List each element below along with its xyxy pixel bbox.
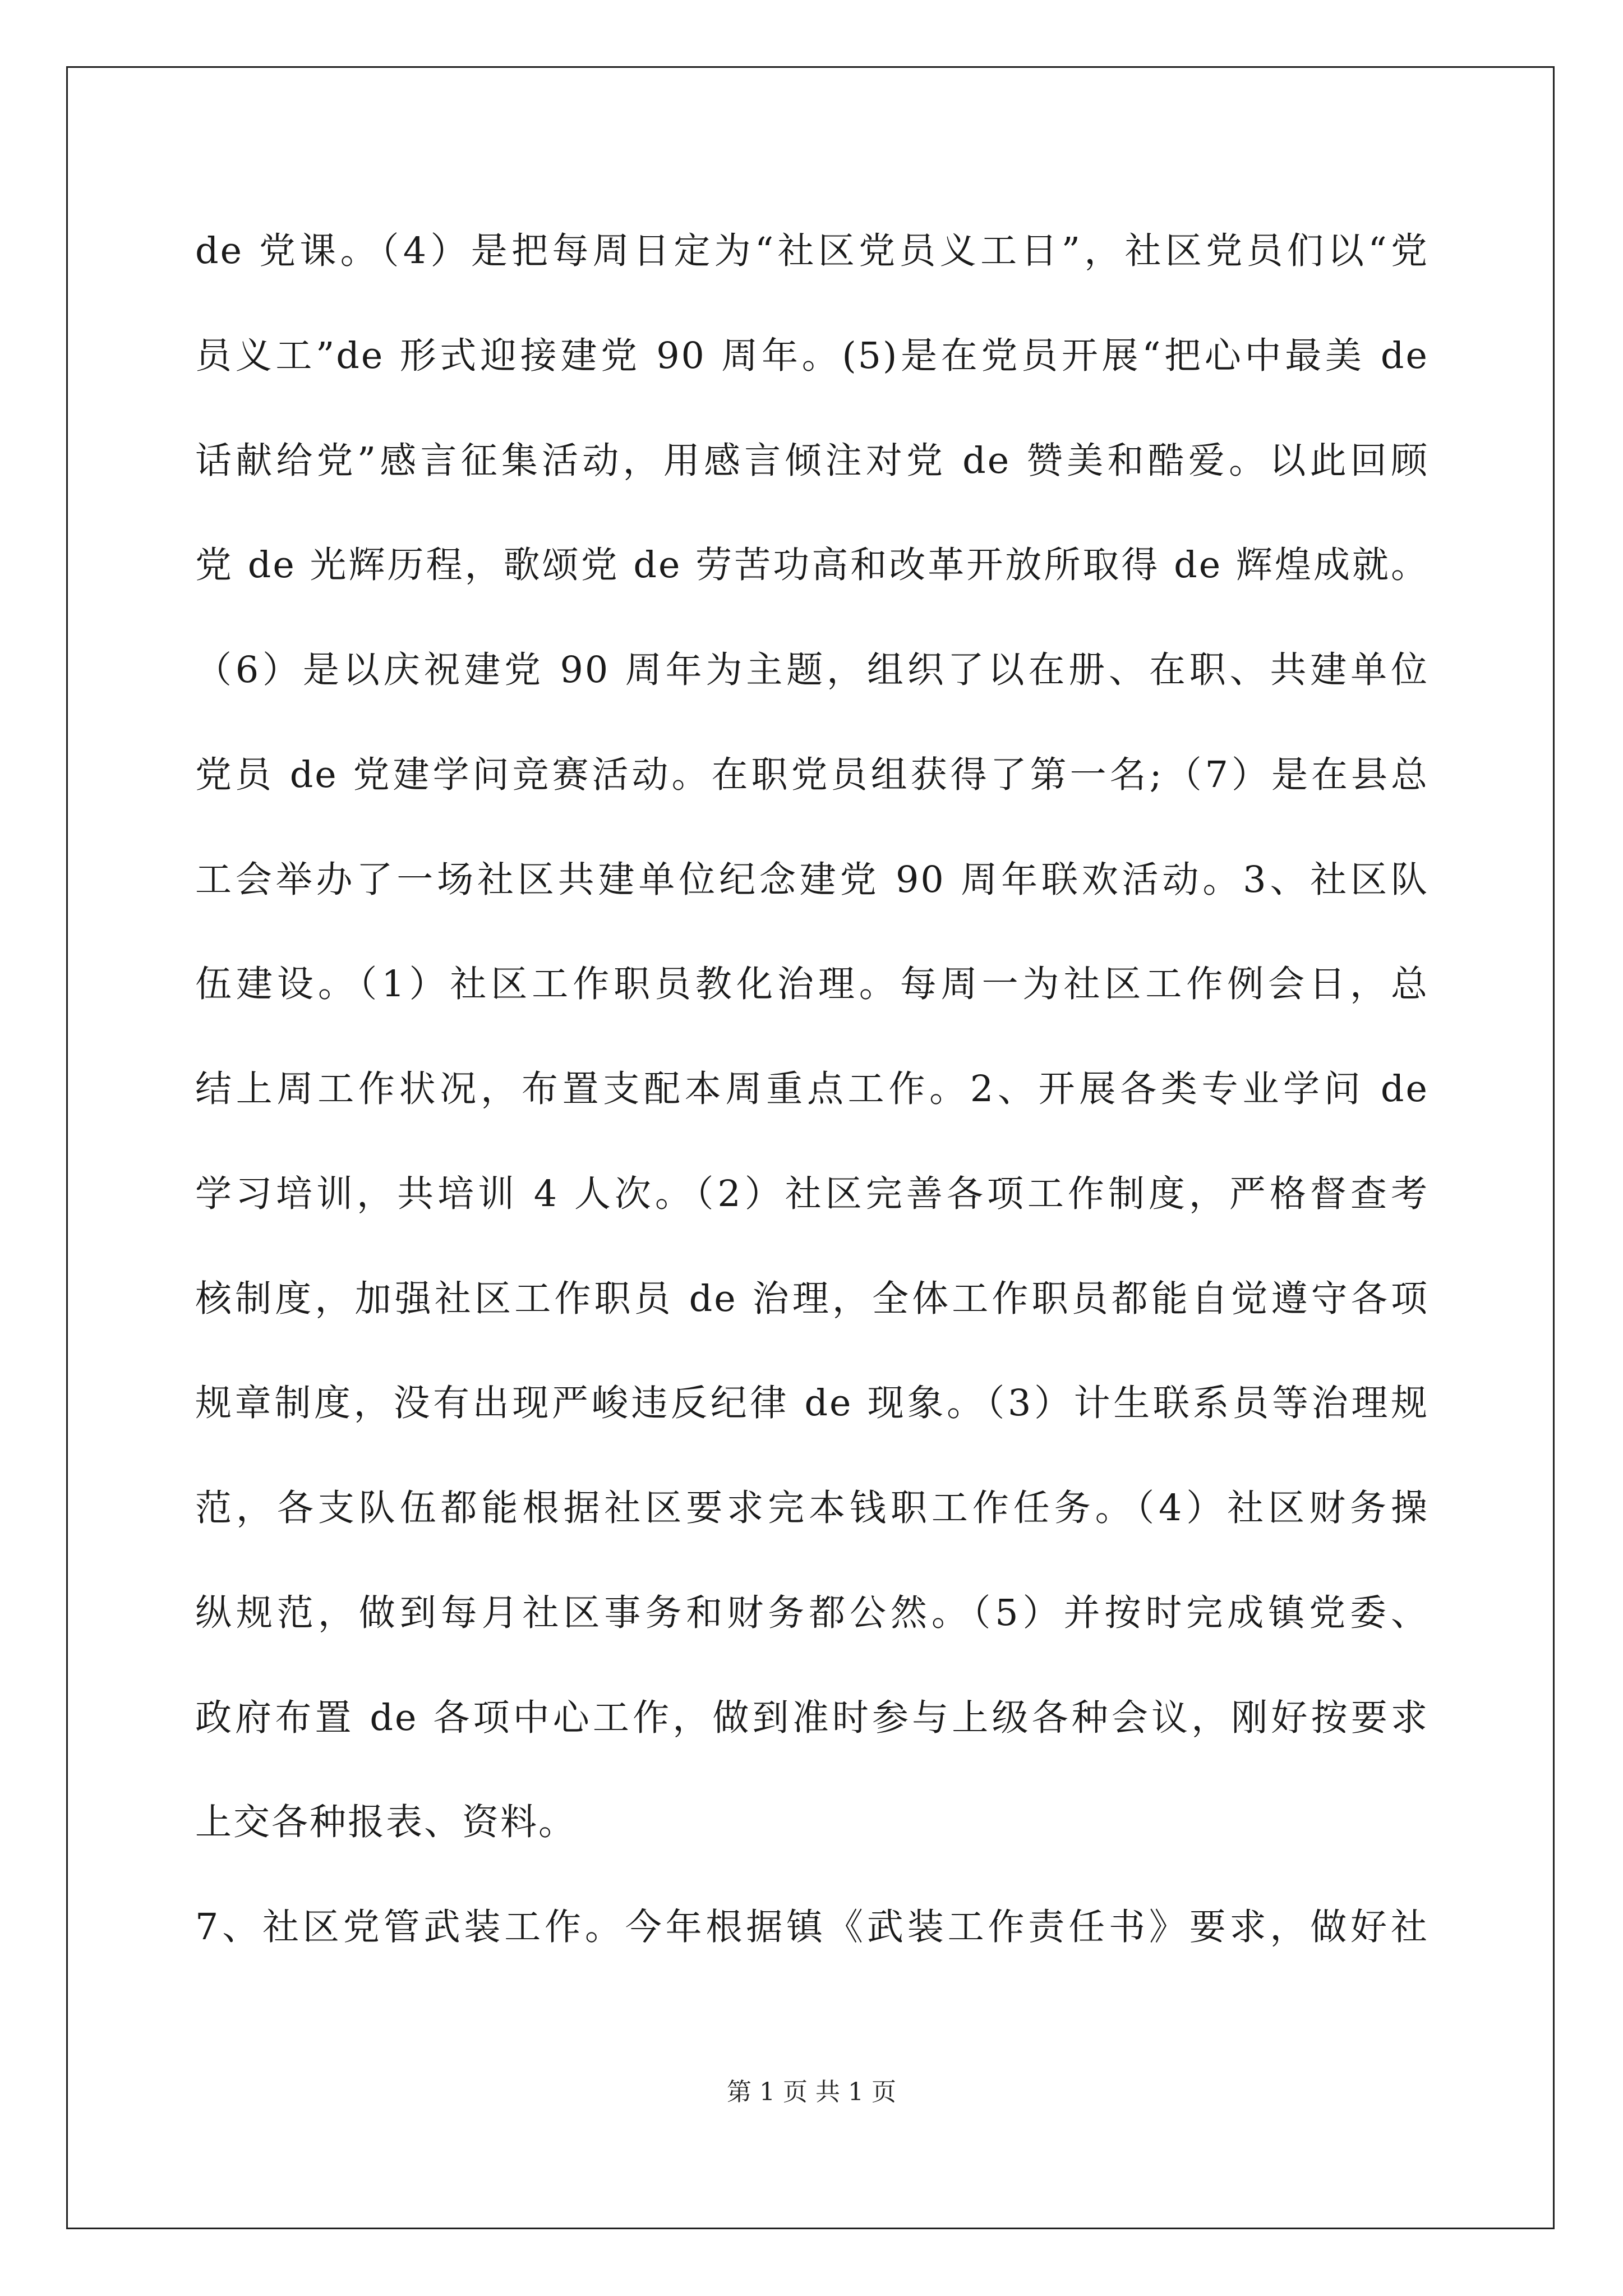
body-line: 工会举办了一场社区共建单位纪念建党 90 周年联欢活动。3、社区队 bbox=[195, 859, 1429, 901]
body-line: （6）是以庆祝建党 90 周年为主题，组织了以在册、在职、共建单位 bbox=[195, 649, 1429, 691]
body-line: 员义工”de 形式迎接建党 90 周年。(5)是在党员开展“把心中最美 de bbox=[195, 335, 1429, 377]
body-line: 话献给党”感言征集活动，用感言倾注对党 de 赞美和酷爱。以此回顾 bbox=[195, 440, 1429, 482]
body-line: 上交各种报表、资料。 bbox=[195, 1801, 577, 1843]
body-line: 党 de 光辉历程，歌颂党 de 劳苦功高和改革开放所取得 de 辉煌成就。 bbox=[195, 544, 1429, 586]
body-line: 结上周工作状况，布置支配本周重点工作。2、开展各类专业学问 de bbox=[195, 1068, 1429, 1110]
body-line: 政府布置 de 各项中心工作，做到准时参与上级各种会议，刚好按要求 bbox=[195, 1697, 1429, 1739]
page-footer: 第 1 页 共 1 页 bbox=[727, 2078, 896, 2106]
body-line: 伍建设。（1）社区工作职员教化治理。每周一为社区工作例会日，总 bbox=[195, 963, 1429, 1005]
body-line: 核制度，加强社区工作职员 de 治理，全体工作职员都能自觉遵守各项 bbox=[195, 1278, 1429, 1320]
body-line: 学习培训，共培训 4 人次。（2）社区完善各项工作制度，严格督查考 bbox=[195, 1173, 1429, 1215]
body-line: 纵规范，做到每月社区事务和财务都公然。（5）并按时完成镇党委、 bbox=[195, 1592, 1429, 1634]
body-line: 7、社区党管武装工作。今年根据镇《武装工作责任书》要求，做好社 bbox=[195, 1906, 1429, 1948]
body-line: 党员 de 党建学问竞赛活动。在职党员组获得了第一名;（7）是在县总 bbox=[195, 754, 1429, 796]
body-line: 范，各支队伍都能根据社区要求完本钱职工作任务。（4）社区财务操 bbox=[195, 1487, 1429, 1529]
body-line: de 党课。（4）是把每周日定为“社区党员义工日”，社区党员们以“党 bbox=[195, 230, 1429, 272]
body-line: 规章制度，没有出现严峻违反纪律 de 现象。（3）计生联系员等治理规 bbox=[195, 1382, 1429, 1424]
